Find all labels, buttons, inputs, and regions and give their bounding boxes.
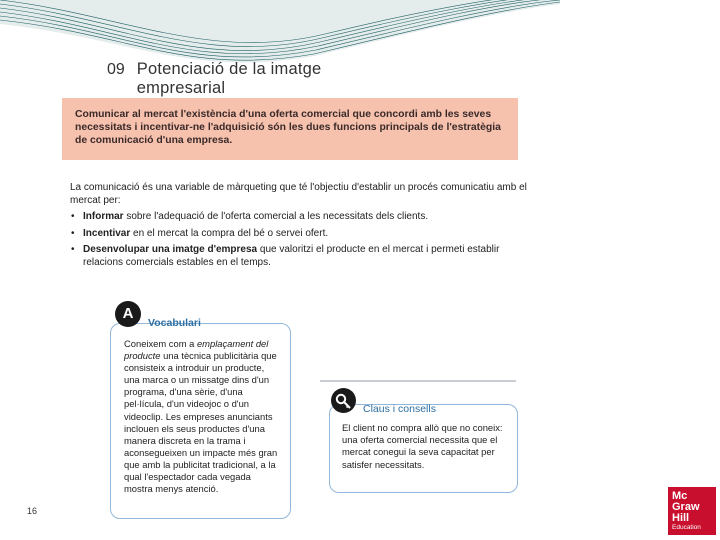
bullet-list bbox=[70, 211, 528, 269]
bullet-text: en el mercat la compra del bé o servei ofert. bbox=[130, 227, 329, 239]
bullet-bold: Incentivar bbox=[83, 227, 131, 239]
bullet-item bbox=[70, 228, 528, 241]
logo-line: Mc bbox=[672, 490, 688, 502]
vocabulari-definition: una tècnica publicitària que consisteix a introduir un producte, una marca o un missatge dins d'un programa, d'una sèrie, d'una pel·lícula, d'un videojoc o d'un videoclip. Les empreses anunciants inclouen els seus productes d'una manera discreta en la trama i aconsegueixen un impacte més gran que amb la publicitat tradicional, a la qual l'espectador cada vegada mostra menys atenció. bbox=[124, 350, 278, 495]
bullet-text: que valoritzi el producte en el mercat i permeti establir relacions comercials estables en el temps. bbox=[83, 244, 500, 268]
logo-line: Hill bbox=[672, 512, 690, 524]
claus-heading: Claus i consells bbox=[363, 403, 436, 415]
logo-line: Graw bbox=[672, 501, 700, 513]
intro-callout: Comunicar al mercat l'existència d'una oferta comercial que concordi amb les seves necessitats i incentivar-ne l'adquisició són les dues funcions principals de l'estratègia de comunicació d'una empresa. bbox=[62, 98, 518, 160]
chapter-heading bbox=[107, 60, 405, 100]
bullet-item bbox=[70, 244, 528, 269]
publisher-logo bbox=[668, 487, 716, 535]
key-icon bbox=[331, 388, 356, 413]
bullet-item bbox=[70, 211, 528, 224]
chapter-number: 09 bbox=[107, 61, 125, 78]
body-lead: La comunicació és una variable de màrqueting que té l'objectiu d'establir un procés comunicatiu amb el mercat per: bbox=[70, 182, 527, 206]
vocabulari-badge-icon: A bbox=[115, 301, 141, 327]
vocabulari-heading: Vocabulari bbox=[148, 317, 201, 329]
chapter-title: Potenciació de la imatge empresarial bbox=[136, 60, 322, 97]
claus-box bbox=[329, 404, 518, 493]
bullet-bold: Desenvolupar una imatge d'empresa bbox=[83, 244, 258, 255]
divider bbox=[320, 380, 516, 382]
body-text bbox=[70, 182, 528, 273]
vocabulari-term: emplaçament del producte bbox=[124, 338, 269, 362]
page-number: 16 bbox=[27, 506, 38, 516]
bullet-text: sobre l'adequació de l'oferta comercial a les necessitats dels clients. bbox=[123, 211, 429, 222]
bullet-bold: Informar bbox=[83, 211, 124, 222]
vocabulari-text bbox=[124, 338, 281, 495]
claus-text: El client no compra allò que no coneix: una oferta comercial necessita que el mercat conegui la seva capacitat per satisfer necessitats. bbox=[342, 422, 503, 470]
vocabulari-box bbox=[110, 323, 291, 519]
logo-line: Education bbox=[672, 524, 701, 531]
vocabulari-prefix: Coneixem com a bbox=[124, 338, 197, 349]
